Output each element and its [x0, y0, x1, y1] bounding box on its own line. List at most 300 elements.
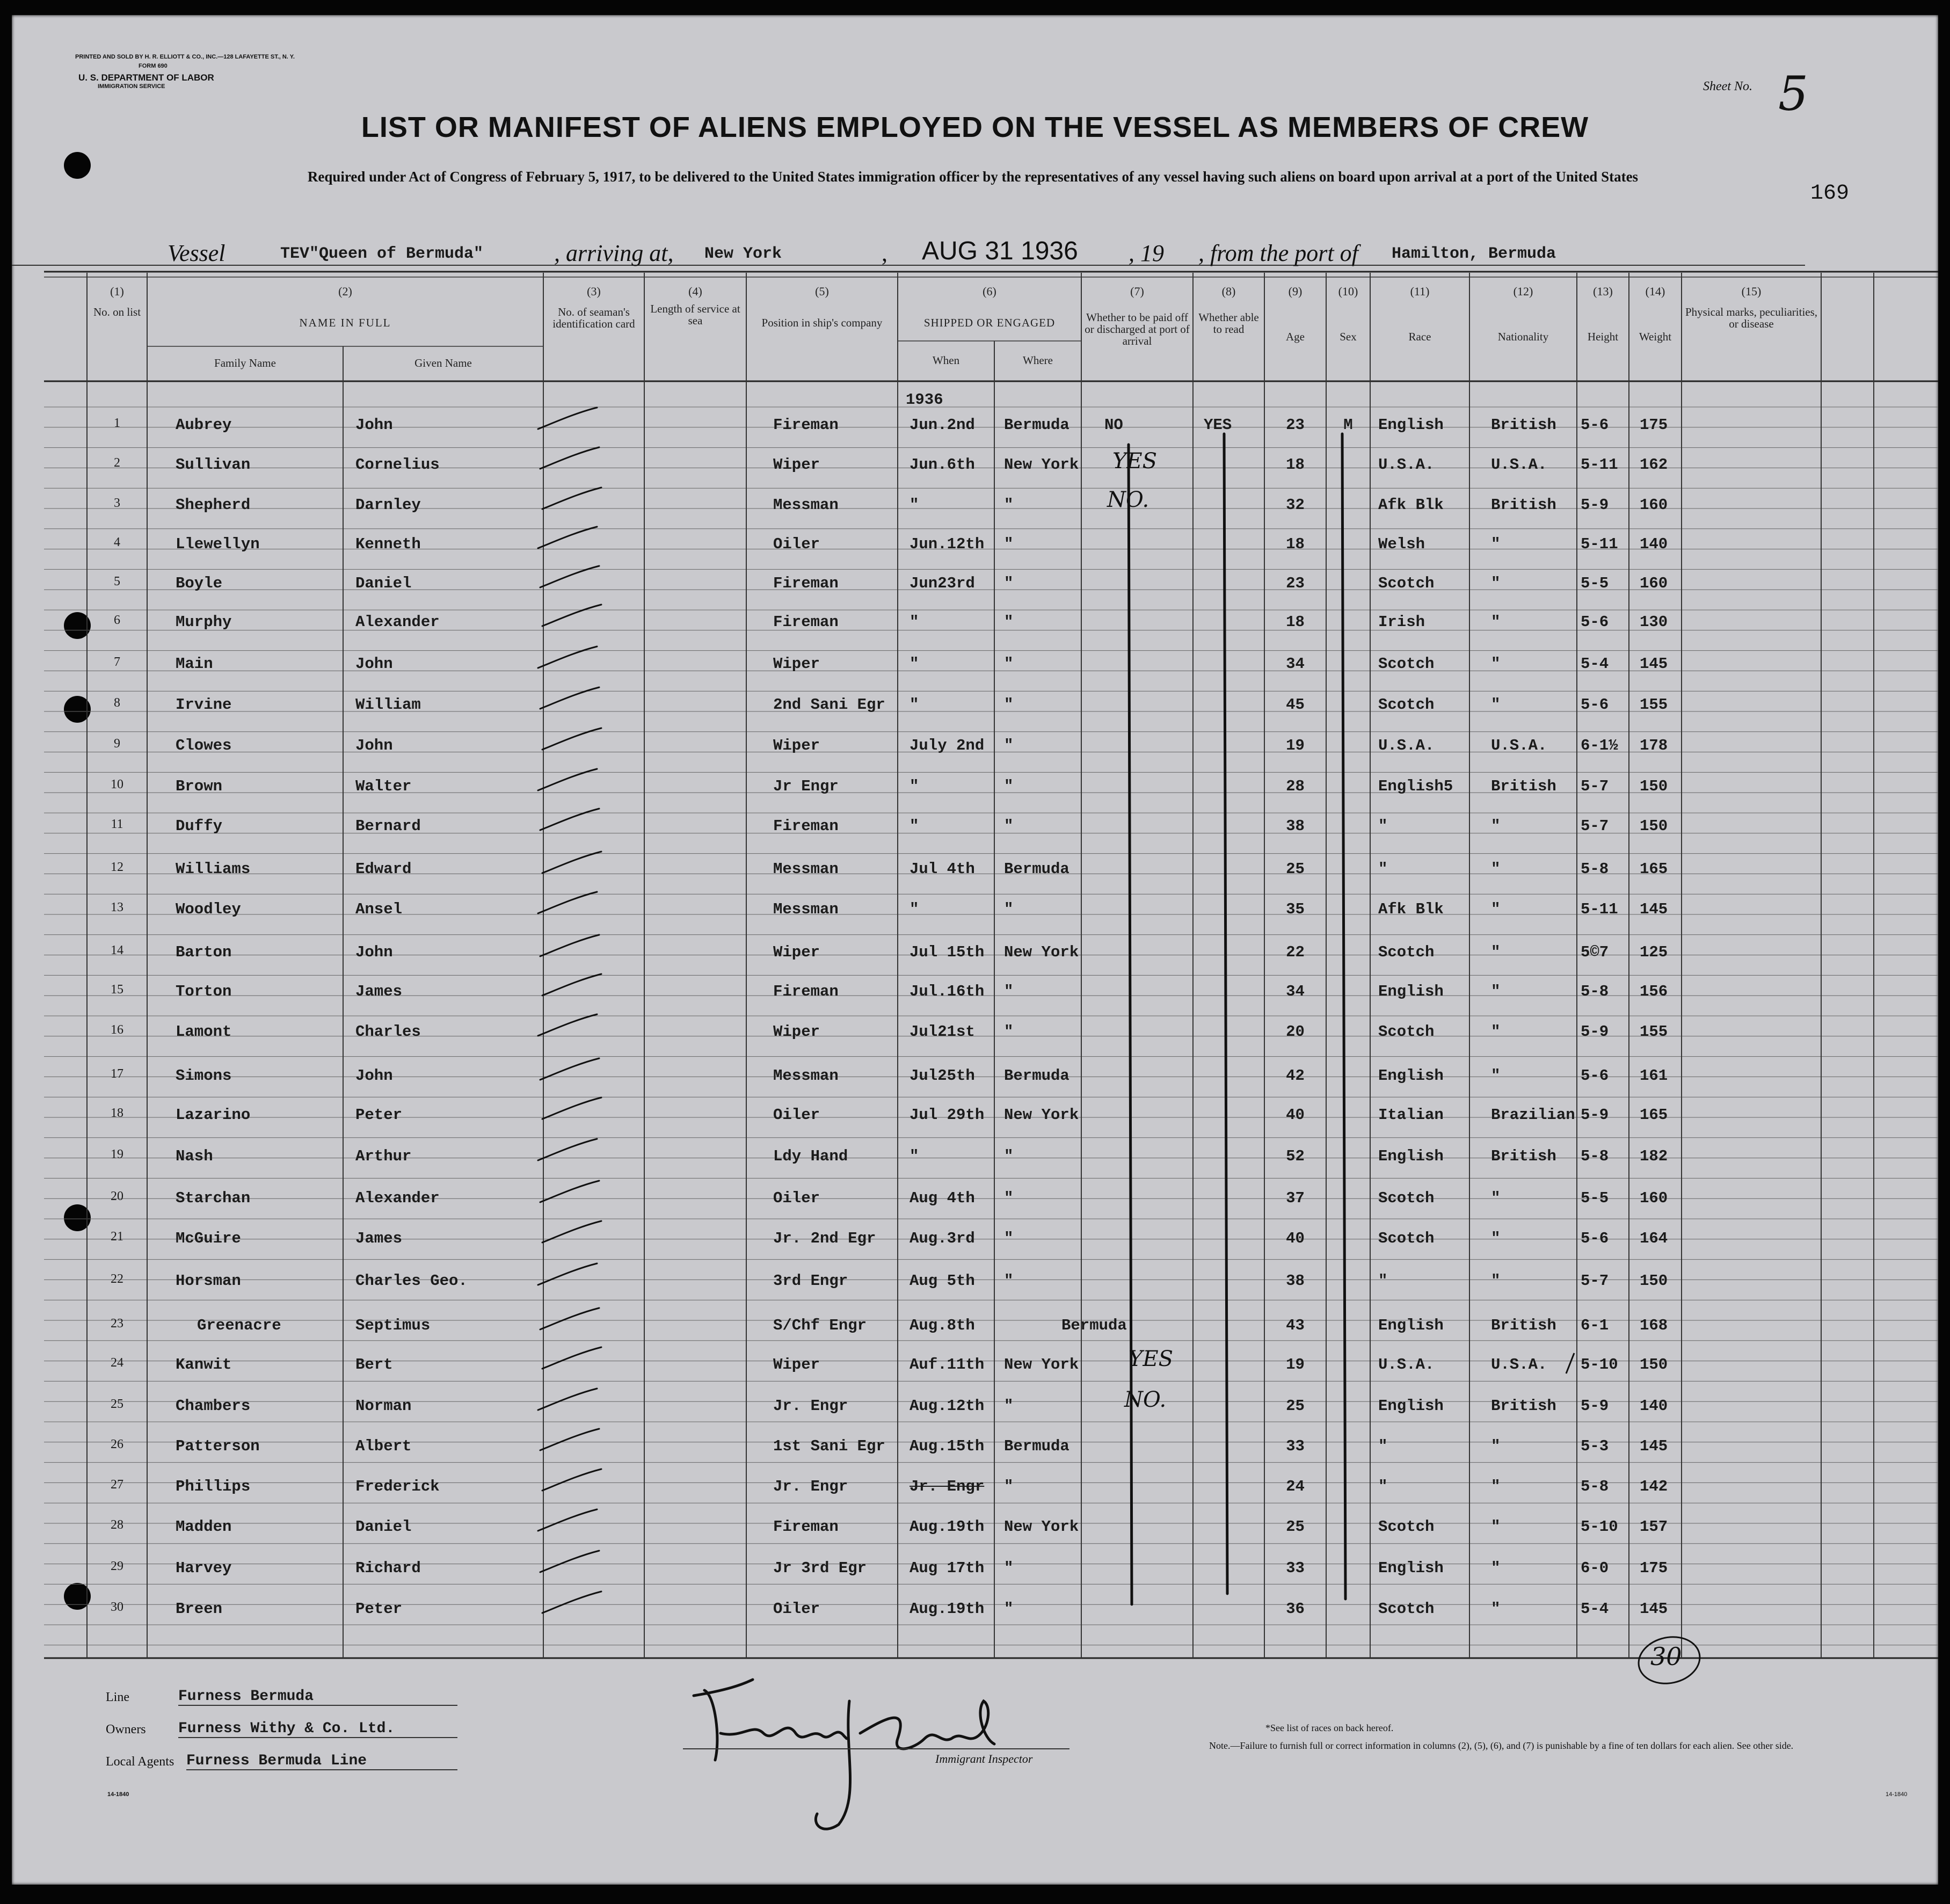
- family-name: Murphy: [176, 613, 232, 631]
- position: Fireman: [773, 575, 839, 592]
- row-number: 2: [114, 456, 120, 470]
- given-name: James: [355, 1230, 403, 1247]
- height: 5-8: [1581, 860, 1609, 878]
- shipped-where: ": [1004, 655, 1014, 673]
- age: 25: [1286, 1397, 1305, 1415]
- weight: 160: [1640, 496, 1668, 514]
- nationality: British: [1491, 1317, 1556, 1334]
- agents-label: Local Agents: [106, 1755, 174, 1769]
- shipped-when: Aug.15th: [909, 1437, 985, 1455]
- check-mark: [542, 852, 601, 873]
- row-number: 6: [114, 613, 120, 627]
- col-12-header: (12) Nationality: [1497, 285, 1549, 343]
- weight: 182: [1640, 1147, 1668, 1165]
- family-name: Brown: [176, 777, 223, 795]
- check-mark: [540, 1551, 599, 1572]
- race: Scotch: [1378, 1230, 1435, 1247]
- race: Afk Blk: [1378, 900, 1444, 918]
- col-15-header: (15) Physical marks, peculiarities, or disease: [1685, 285, 1818, 330]
- family-name: Clowes: [176, 737, 232, 754]
- comma: ,: [882, 240, 887, 266]
- family-name-header: Family Name: [214, 357, 276, 369]
- check-mark: [538, 1389, 597, 1410]
- position: Wiper: [773, 1356, 820, 1374]
- shipped-where: New York: [1004, 1356, 1079, 1374]
- height: 5-6: [1581, 613, 1609, 631]
- printer-imprint: PRINTED AND SOLD BY H. R. ELLIOTT & CO., INC.—128 LAFAYETTE ST., N. Y.: [75, 54, 295, 60]
- age: 34: [1286, 983, 1305, 1000]
- given-name: Peter: [355, 1600, 403, 1618]
- owners-label: Owners: [106, 1723, 146, 1736]
- total-count: 30: [1650, 1642, 1682, 1671]
- shipped-when: ": [909, 900, 919, 918]
- nationality: ": [1491, 696, 1501, 714]
- check-mark: [542, 1098, 601, 1119]
- height: 6-1½: [1581, 737, 1618, 754]
- race: Scotch: [1378, 655, 1435, 673]
- family-name: Main: [176, 655, 213, 673]
- row-number: 5: [114, 575, 120, 588]
- shipped-when: ": [909, 496, 919, 514]
- race: Scotch: [1378, 1189, 1435, 1207]
- given-name: James: [355, 983, 403, 1000]
- nationality: ": [1491, 1189, 1501, 1207]
- family-name: Chambers: [176, 1397, 251, 1415]
- family-name: Torton: [176, 983, 232, 1000]
- check-mark: [542, 488, 601, 509]
- position: Ldy Hand: [773, 1147, 848, 1165]
- shipped-year: 1936: [906, 391, 943, 409]
- weight: 130: [1640, 613, 1668, 631]
- position: Oiler: [773, 535, 820, 553]
- height: 5-4: [1581, 1600, 1609, 1618]
- check-mark: [540, 1308, 599, 1329]
- shipped-where: ": [1004, 1189, 1014, 1207]
- weight: 165: [1640, 1106, 1668, 1124]
- form-code: 14-1840: [107, 1791, 129, 1798]
- row-number: 4: [114, 535, 120, 549]
- paid-off-yes-note: YES: [1129, 1347, 1174, 1371]
- subtitle: Required under Act of Congress of February 5, 1917, to be delivered to the United States immigration officer by the representatives of any vessel having such aliens on board upon arrival at a port of the United States: [307, 169, 1639, 185]
- row-number: 3: [114, 496, 120, 510]
- race: ": [1378, 860, 1388, 878]
- age: 18: [1286, 456, 1305, 474]
- shipped-when: Aug.8th: [909, 1317, 975, 1334]
- height: 5-8: [1581, 983, 1609, 1000]
- nationality: ": [1491, 535, 1501, 553]
- family-name: Starchan: [176, 1189, 251, 1207]
- height: 5-8: [1581, 1147, 1609, 1165]
- check-mark: [538, 1014, 597, 1036]
- family-name: Horsman: [176, 1272, 241, 1290]
- nationality: ": [1491, 1023, 1501, 1041]
- height: 5-6: [1581, 1067, 1609, 1085]
- family-name: Shepherd: [176, 496, 251, 514]
- row-number: 7: [114, 655, 120, 669]
- family-name: Irvine: [176, 696, 232, 714]
- position: Jr. 2nd Egr: [773, 1230, 876, 1247]
- sex: M: [1343, 416, 1353, 434]
- sheet-number: 5: [1778, 66, 1808, 121]
- position: 1st Sani Egr: [773, 1437, 885, 1455]
- when-header: When: [932, 354, 960, 367]
- shipped-when: Aug.12th: [909, 1397, 985, 1415]
- weight: 150: [1640, 777, 1668, 795]
- races-note: *See list of races on back hereof.: [1265, 1723, 1394, 1733]
- age: 38: [1286, 817, 1305, 835]
- position: Oiler: [773, 1189, 820, 1207]
- sheet-no-label: Sheet No.: [1703, 79, 1752, 93]
- shipped-when: Aug 5th: [909, 1272, 975, 1290]
- given-name: Bernard: [355, 817, 421, 835]
- given-name: Edward: [355, 860, 412, 878]
- height: 5-10: [1581, 1518, 1618, 1536]
- shipped-when: July 2nd: [909, 737, 985, 754]
- weight: 150: [1640, 1356, 1668, 1374]
- weight: 145: [1640, 655, 1668, 673]
- paid-off-no-note: NO.: [1107, 488, 1149, 512]
- family-name: Barton: [176, 943, 232, 961]
- nationality: U.S.A.: [1491, 1356, 1547, 1374]
- race: English: [1378, 1317, 1444, 1334]
- height: 5-9: [1581, 1106, 1609, 1124]
- nationality: ": [1491, 1559, 1501, 1577]
- race: English: [1378, 1147, 1444, 1165]
- position: Wiper: [773, 943, 820, 961]
- col-13-header: (13) Height: [1587, 285, 1619, 343]
- weight: 157: [1640, 1518, 1668, 1536]
- race: English: [1378, 983, 1444, 1000]
- col-6-header: (6) SHIPPED OR ENGAGED: [923, 285, 1056, 329]
- given-name: Daniel: [355, 1518, 412, 1536]
- age: 28: [1286, 777, 1305, 795]
- row-number: 25: [111, 1397, 123, 1411]
- row-number: 20: [111, 1189, 123, 1203]
- shipped-when: Jul 29th: [909, 1106, 985, 1124]
- position: Jr. Engr: [773, 1397, 848, 1415]
- given-name: Charles Geo.: [355, 1272, 468, 1290]
- weight: 160: [1640, 575, 1668, 592]
- shipped-where: ": [1004, 1478, 1014, 1495]
- given-name: Norman: [355, 1397, 412, 1415]
- given-name: Charles: [355, 1023, 421, 1041]
- shipped-where: ": [1004, 777, 1014, 795]
- row-number: 14: [111, 943, 123, 957]
- age: 36: [1286, 1600, 1305, 1618]
- given-name: John: [355, 943, 393, 961]
- age: 18: [1286, 535, 1305, 553]
- race: Scotch: [1378, 1600, 1435, 1618]
- age: 37: [1286, 1189, 1305, 1207]
- shipped-where: New York: [1004, 1518, 1079, 1536]
- weight: 175: [1640, 1559, 1668, 1577]
- height: 5©7: [1581, 943, 1609, 961]
- shipped-where: ": [1004, 817, 1014, 835]
- shipped-where: ": [1004, 575, 1014, 592]
- height: 5-6: [1581, 1230, 1609, 1247]
- arriving-label: , arriving at,: [554, 240, 674, 266]
- race: Scotch: [1378, 1518, 1435, 1536]
- nationality: British: [1491, 496, 1556, 514]
- given-name: Septimus: [355, 1317, 431, 1334]
- given-name-header: Given Name: [414, 357, 472, 369]
- age: 22: [1286, 943, 1305, 961]
- shipped-when: Jul 4th: [909, 860, 975, 878]
- position: Messman: [773, 496, 839, 514]
- able-to-read: YES: [1204, 416, 1232, 434]
- weight: 125: [1640, 943, 1668, 961]
- nationality: ": [1491, 943, 1501, 961]
- nationality: U.S.A.: [1491, 737, 1547, 754]
- where-header: Where: [1023, 354, 1053, 367]
- position: Messman: [773, 860, 839, 878]
- weight: 150: [1640, 1272, 1668, 1290]
- height: 6-0: [1581, 1559, 1609, 1577]
- manifest-sheet: [12, 15, 1938, 1885]
- family-name: Simons: [176, 1067, 232, 1085]
- race: ": [1378, 1437, 1388, 1455]
- shipped-where: ": [1004, 737, 1014, 754]
- row-number: 26: [111, 1437, 123, 1451]
- family-name: Aubrey: [176, 416, 232, 434]
- family-name: Sullivan: [176, 456, 251, 474]
- family-name: Breen: [176, 1600, 223, 1618]
- check-mark: [540, 447, 599, 469]
- given-name: Peter: [355, 1106, 403, 1124]
- nationality: British: [1491, 416, 1556, 434]
- row-number: 28: [111, 1518, 123, 1532]
- race: Irish: [1378, 613, 1425, 631]
- signature-line: [683, 1748, 1069, 1749]
- age: 24: [1286, 1478, 1305, 1495]
- col-9-header: (9) Age: [1286, 285, 1305, 343]
- check-mark: [538, 892, 597, 913]
- nationality: British: [1491, 777, 1556, 795]
- nationality: ": [1491, 1600, 1501, 1618]
- form-code: 14-1840: [1886, 1791, 1908, 1798]
- vessel-label: Vessel: [168, 240, 225, 266]
- height: 6-1: [1581, 1317, 1609, 1334]
- given-name: John: [355, 416, 393, 434]
- weight: 164: [1640, 1230, 1668, 1247]
- height: 5-11: [1581, 900, 1618, 918]
- race: Afk Blk: [1378, 496, 1444, 514]
- weight: 175: [1640, 416, 1668, 434]
- weight: 178: [1640, 737, 1668, 754]
- height: 5-5: [1581, 1189, 1609, 1207]
- shipped-when: ": [909, 613, 919, 631]
- nationality: British: [1491, 1397, 1556, 1415]
- family-name: Boyle: [176, 575, 223, 592]
- check-mark: [542, 1347, 601, 1369]
- col-5-header: (5) Position in ship's company: [761, 285, 883, 329]
- nationality: ": [1491, 1272, 1501, 1290]
- nationality: ": [1491, 860, 1501, 878]
- check-mark: [540, 935, 599, 956]
- family-name: Lamont: [176, 1023, 232, 1041]
- race: ": [1378, 1272, 1388, 1290]
- shipped-where: Bermuda: [1004, 416, 1069, 434]
- row-number: 11: [111, 817, 123, 831]
- penalty-note: Note.—Failure to furnish full or correct information in columns (2), (5), (6), and (7) is punishable by a fine of ten dollars for each alien. See other side.: [1209, 1740, 1794, 1751]
- age: 38: [1286, 1272, 1305, 1290]
- age: 52: [1286, 1147, 1305, 1165]
- from-port-label: , from the port of: [1198, 240, 1358, 266]
- position: Fireman: [773, 983, 839, 1000]
- shipped-when: ": [909, 1147, 919, 1165]
- arrival-date-stamp: AUG 31 1936: [922, 237, 1078, 265]
- nationality: ": [1491, 1067, 1501, 1085]
- given-name: John: [355, 655, 393, 673]
- row-number: 19: [111, 1147, 123, 1161]
- race: Scotch: [1378, 1023, 1435, 1041]
- height: 5-6: [1581, 696, 1609, 714]
- shipped-when: Jul21st: [909, 1023, 975, 1041]
- given-name: John: [355, 1067, 393, 1085]
- race: Welsh: [1378, 535, 1425, 553]
- weight: 145: [1640, 1437, 1668, 1455]
- row-number: 24: [111, 1356, 123, 1370]
- height: 5-10: [1581, 1356, 1618, 1374]
- col-8-header: (8) Whether able to read: [1198, 285, 1259, 336]
- age: 18: [1286, 613, 1305, 631]
- given-name: Daniel: [355, 575, 412, 592]
- race: U.S.A.: [1378, 456, 1435, 474]
- shipped-where: ": [1004, 900, 1014, 918]
- shipped-where: ": [1004, 1023, 1014, 1041]
- age: 35: [1286, 900, 1305, 918]
- family-name: Patterson: [176, 1437, 260, 1455]
- shipped-when: ": [909, 696, 919, 714]
- given-name: Bert: [355, 1356, 393, 1374]
- age: 23: [1286, 575, 1305, 592]
- form-number: FORM 690: [139, 63, 168, 69]
- weight: 140: [1640, 1397, 1668, 1415]
- shipped-when: Aug.19th: [909, 1518, 985, 1536]
- weight: 155: [1640, 1023, 1668, 1041]
- stamp-number: 169: [1810, 181, 1850, 206]
- col-11-header: (11) Race: [1408, 285, 1431, 343]
- race: Italian: [1378, 1106, 1444, 1124]
- age: 25: [1286, 860, 1305, 878]
- shipped-when: ": [909, 817, 919, 835]
- nationality: ": [1491, 655, 1501, 673]
- shipped-when: Auf.11th: [909, 1356, 985, 1374]
- shipped-where: New York: [1004, 1106, 1079, 1124]
- given-name: Darnley: [355, 496, 421, 514]
- shipped-when: Jul 15th: [909, 943, 985, 961]
- shipped-where: ": [1004, 1559, 1014, 1577]
- col-7-header: (7) Whether to be paid off or discharged at port of arrival: [1085, 285, 1190, 347]
- given-name: Cornelius: [355, 456, 440, 474]
- age: 40: [1286, 1106, 1305, 1124]
- position: Oiler: [773, 1600, 820, 1618]
- given-name: William: [355, 696, 421, 714]
- given-name: John: [355, 737, 393, 754]
- inspector-title: Immigrant Inspector: [935, 1752, 1033, 1765]
- age: 20: [1286, 1023, 1305, 1041]
- race: English: [1378, 1067, 1444, 1085]
- col-4-header: (4) Length of service at sea: [650, 285, 740, 327]
- race: English5: [1378, 777, 1453, 795]
- age: 45: [1286, 696, 1305, 714]
- age: 25: [1286, 1518, 1305, 1536]
- shipped-when: Jun.2nd: [909, 416, 975, 434]
- nationality: Brazilian: [1491, 1106, 1575, 1124]
- col-10-header: (10) Sex: [1338, 285, 1358, 343]
- age: 34: [1286, 655, 1305, 673]
- race: English: [1378, 1559, 1444, 1577]
- height: 5-5: [1581, 575, 1609, 592]
- paid-off-no-note: NO.: [1124, 1387, 1167, 1412]
- nationality: British: [1491, 1147, 1556, 1165]
- shipped-where: Bermuda: [1004, 1067, 1069, 1085]
- nationality: ": [1491, 1518, 1501, 1536]
- shipped-where: ": [1004, 1272, 1014, 1290]
- row-number: 18: [111, 1106, 123, 1120]
- position: Jr Engr: [773, 777, 839, 795]
- position: Fireman: [773, 416, 839, 434]
- page-title: LIST OR MANIFEST OF ALIENS EMPLOYED ON THE VESSEL AS MEMBERS OF CREW: [361, 111, 1589, 143]
- shipped-where: Bermuda: [1061, 1317, 1127, 1334]
- col-2-header: (2) NAME IN FULL: [299, 285, 391, 329]
- position: Fireman: [773, 817, 839, 835]
- shipped-where: Bermuda: [1004, 860, 1069, 878]
- race: English: [1378, 1397, 1444, 1415]
- shipped-where: ": [1004, 696, 1014, 714]
- family-name: Madden: [176, 1518, 232, 1536]
- nationality: ": [1491, 1230, 1501, 1247]
- row-number: 9: [114, 737, 120, 751]
- paid-off-yes-note: YES: [1112, 449, 1158, 474]
- row-number: 1: [114, 416, 120, 430]
- check-mark: [540, 1429, 599, 1450]
- weight: 165: [1640, 860, 1668, 878]
- nationality: ": [1491, 900, 1501, 918]
- row-number: 8: [114, 696, 120, 710]
- col-1-header: (1) No. on list: [93, 285, 141, 318]
- age: 42: [1286, 1067, 1305, 1085]
- position: Fireman: [773, 1518, 839, 1536]
- check-mark: [542, 1591, 601, 1613]
- shipped-when: Jul.16th: [909, 983, 985, 1000]
- height: 5-7: [1581, 777, 1609, 795]
- height: 5-9: [1581, 496, 1609, 514]
- row-number: 17: [111, 1067, 123, 1081]
- check-mark: [540, 809, 599, 830]
- line-value: Furness Bermuda: [178, 1688, 457, 1706]
- arrival-port: New York: [704, 245, 782, 263]
- position: Wiper: [773, 1023, 820, 1041]
- owners-value: Furness Withy & Co. Ltd.: [178, 1720, 457, 1738]
- line-label: Line: [106, 1690, 129, 1704]
- given-name: Richard: [355, 1559, 421, 1577]
- family-name: Woodley: [176, 900, 241, 918]
- family-name: McGuire: [176, 1230, 241, 1247]
- position: Wiper: [773, 655, 820, 673]
- age: 43: [1286, 1317, 1305, 1334]
- nationality: ": [1491, 817, 1501, 835]
- weight: 162: [1640, 456, 1668, 474]
- shipped-when: Aug.3rd: [909, 1230, 975, 1247]
- check-mark: [542, 974, 601, 995]
- check-mark: [542, 728, 601, 750]
- age: 23: [1286, 416, 1305, 434]
- height: 5-9: [1581, 1023, 1609, 1041]
- shipped-where: New York: [1004, 456, 1079, 474]
- family-name: Greenacre: [197, 1317, 281, 1334]
- shipped-when: Jul25th: [909, 1067, 975, 1085]
